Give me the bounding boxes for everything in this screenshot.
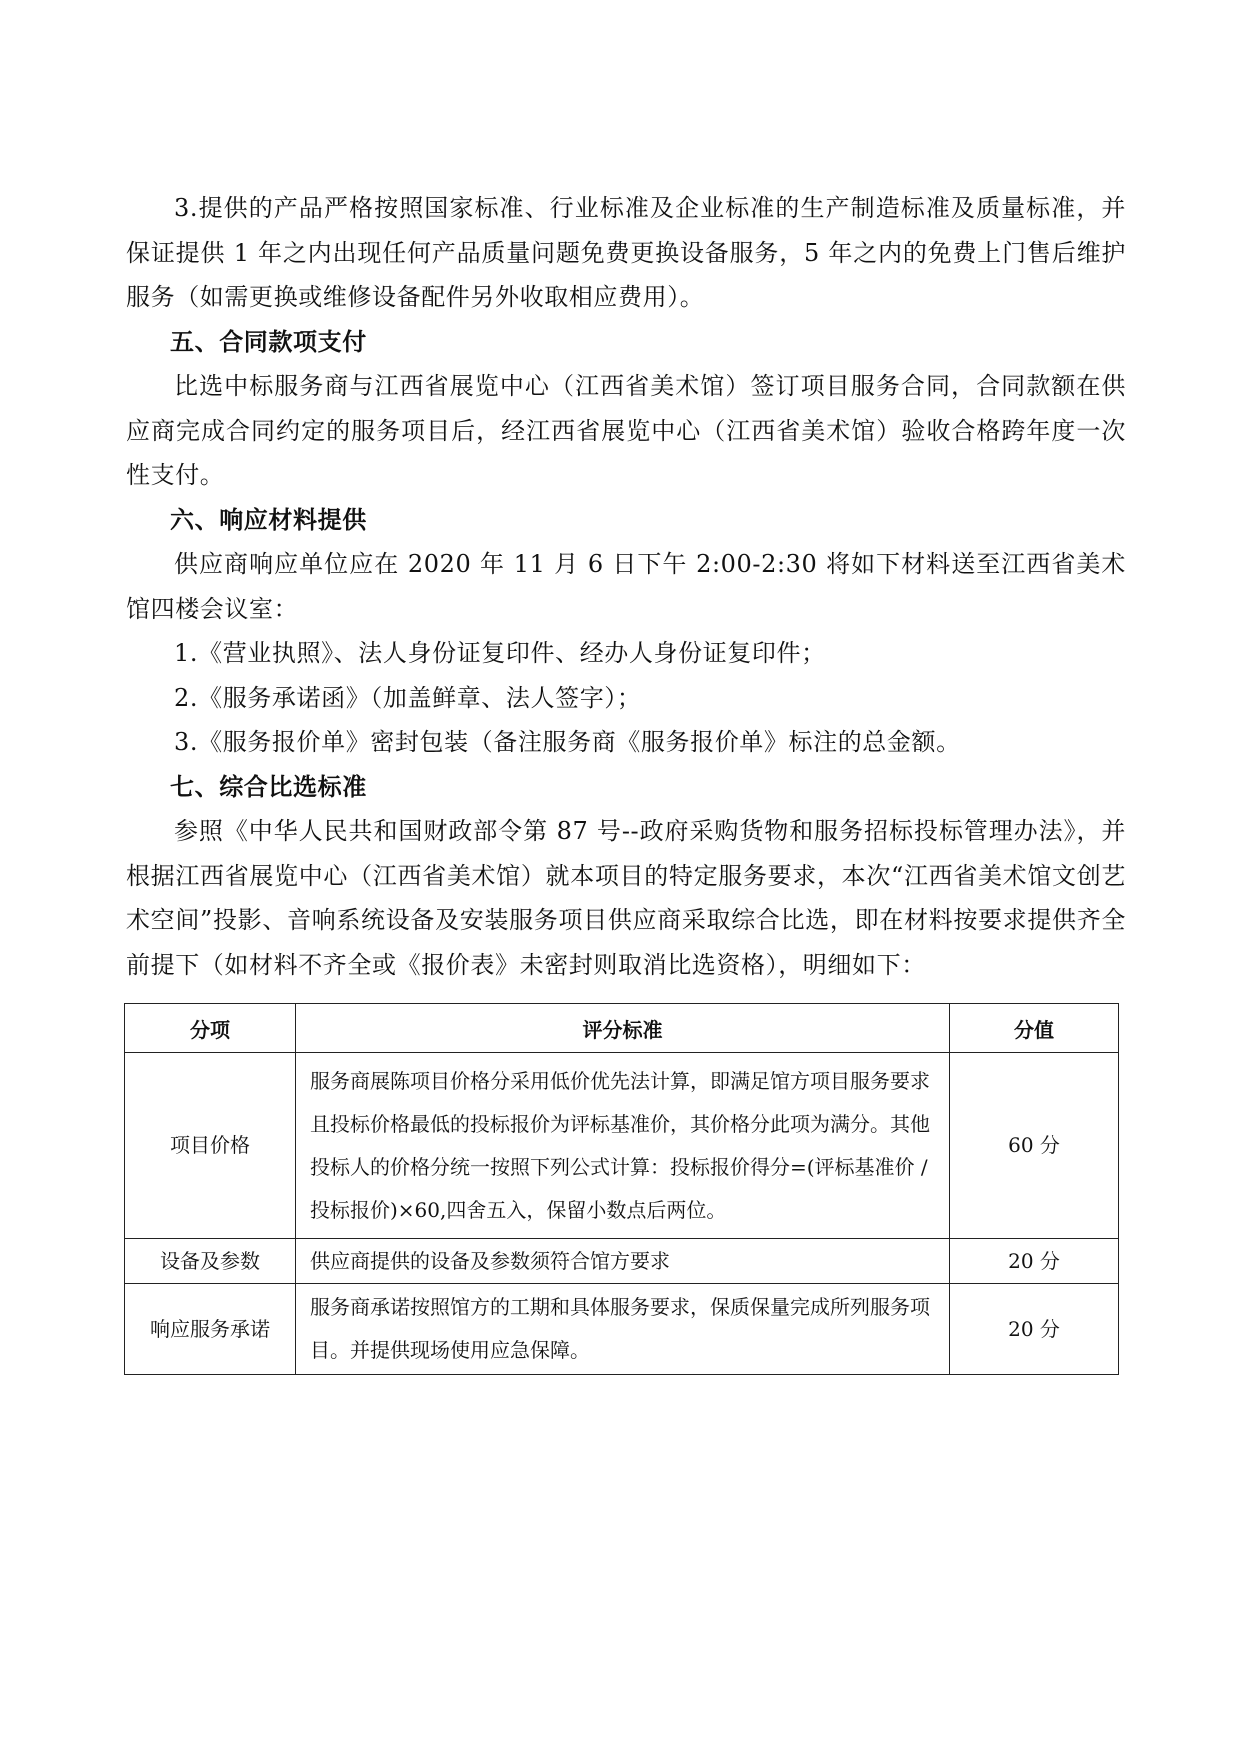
table-row xyxy=(125,1239,1119,1284)
list-item-2: 2.《服务承诺函》（加盖鲜章、法人签字）； xyxy=(174,683,642,712)
heading-evaluation-criteria: 七、综合比选标准 xyxy=(170,772,367,801)
header-criteria: 评分标准 xyxy=(296,1004,950,1053)
cell-score: 20 分 xyxy=(950,1284,1119,1375)
cell-score: 60 分 xyxy=(950,1053,1119,1239)
paragraph-evaluation-criteria: 参照《中华人民共和国财政部令第 87 号--政府采购货物和服务招标投标管理办法》，并根据江西省展览中心（江西省美术馆）就本项目的特定服务要求，本次“江西省美术馆文创艺术空间”投影、音响系统设备及安装服务项目供应商采取综合比选，即在材料按要求提供齐全前提下（如材料不齐全或《报价表》未密封则取消比选资格），明细如下： xyxy=(126,817,1126,979)
paragraph-contract-payment: 比选中标服务商与江西省展览中心（江西省美术馆）签订项目服务合同，合同款额在供应商完成合同约定的服务项目后，经江西省展览中心（江西省美术馆）验收合格跨年度一次性支付。 xyxy=(126,372,1126,489)
list-item-3: 3.《服务报价单》密封包装（备注服务商《服务报价单》标注的总金额。 xyxy=(174,728,961,756)
heading-response-materials: 六、响应材料提供 xyxy=(170,505,367,534)
document-body xyxy=(126,186,1126,987)
header-score: 分值 xyxy=(950,1004,1119,1053)
cell-criteria: 服务商承诺按照馆方的工期和具体服务要求，保质保量完成所列服务项目。并提供现场使用应急保障。 xyxy=(296,1284,950,1375)
cell-item: 项目价格 xyxy=(125,1053,296,1239)
cell-item: 响应服务承诺 xyxy=(125,1284,296,1375)
list-item-1: 1.《营业执照》、法人身份证复印件、经办人身份证复印件； xyxy=(174,639,826,667)
paragraph-response-materials: 供应商响应单位应在 2020 年 11 月 6 日下午 2:00-2:30 将如下材料送至江西省美术馆四楼会议室： xyxy=(126,550,1126,623)
table-header-row xyxy=(125,1004,1119,1053)
scoring-table xyxy=(124,1003,1119,1375)
cell-criteria: 供应商提供的设备及参数须符合馆方要求 xyxy=(296,1239,950,1284)
cell-item: 设备及参数 xyxy=(125,1239,296,1284)
heading-contract-payment: 五、合同款项支付 xyxy=(170,327,367,356)
cell-score: 20 分 xyxy=(950,1239,1119,1284)
paragraph-product-standards: 3.提供的产品严格按照国家标准、行业标准及企业标准的生产制造标准及质量标准，并保证提供 1 年之内出现任何产品质量问题免费更换设备服务，5 年之内的免费上门售后维护服务（如需更换或维修设备配件另外收取相应费用）。 xyxy=(126,194,1126,311)
header-item: 分项 xyxy=(125,1004,296,1053)
cell-criteria: 服务商展陈项目价格分采用低价优先法计算，即满足馆方项目服务要求且投标价格最低的投标报价为评标基准价，其价格分此项为满分。其他投标人的价格分统一按照下列公式计算：投标报价得分=(评标基准价 / 投标报价)×60,四舍五入，保留小数点后两位。 xyxy=(296,1053,950,1239)
table-row xyxy=(125,1053,1119,1239)
table-row xyxy=(125,1284,1119,1375)
